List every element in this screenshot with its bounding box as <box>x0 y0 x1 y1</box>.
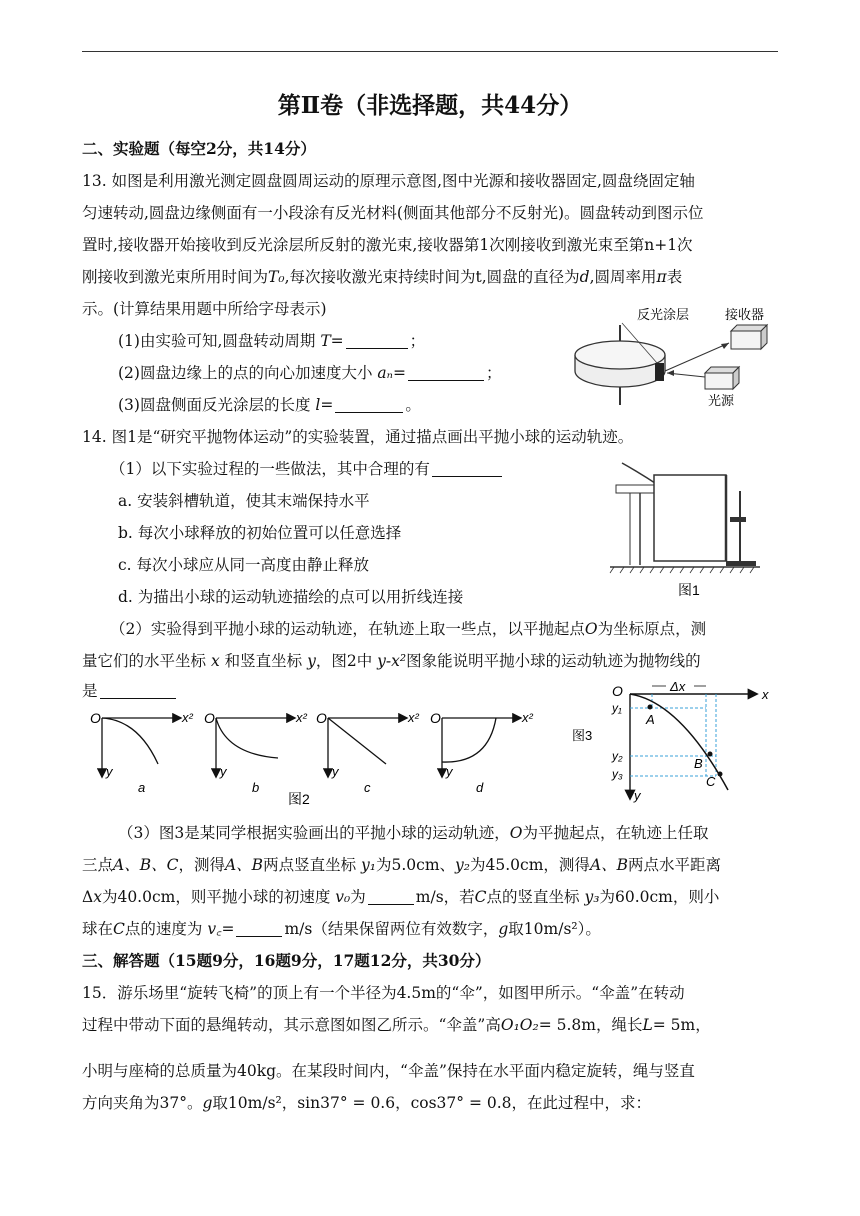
figure1-label: 图1 <box>678 582 700 598</box>
q14-part3-line4: 球在C点的速度为 v꜀= m/s（结果保留两位有效数字，g取10m/s²）。 <box>82 920 601 938</box>
q14-part3-line3: Δx为40.0cm，则平抛小球的初速度 v₀为 m/s，若C点的竖直坐标 y₃为60.0cm，则小 <box>82 888 720 906</box>
q15-line4: 方向夹角为37°。g取10m/s²，sin37° = 0.6，cos37° = 0.8，在此过程中，求： <box>82 1094 652 1112</box>
svg-text:B: B <box>694 756 703 771</box>
svg-text:A: A <box>646 712 655 727</box>
receiver-label: 接收器 <box>725 307 765 322</box>
section2-heading: 二、实验题（每空2分，共14分） <box>82 139 316 158</box>
q14-option-d: d. 为描出小球的运动轨迹描绘的点可以用折线连接 <box>118 588 464 606</box>
figure1-apparatus <box>610 455 780 605</box>
q14-part2-line1: （2）实验得到平抛小球的运动轨迹，在轨迹上取一些点，以平抛起点O为坐标原点，测 <box>110 620 707 638</box>
svg-text:x: x <box>762 687 769 702</box>
figure2-graphs <box>88 704 548 810</box>
figure2-label: 图2 <box>288 791 310 807</box>
q14-option-a: a. 安装斜槽轨道，使其末端保持水平 <box>118 492 370 510</box>
q14-intro: 14. 图1是“研究平抛物体运动”的实验装置，通过描点画出平抛小球的运动轨迹。 <box>82 428 634 446</box>
q14-part2-line2: 量它们的水平坐标 x 和竖直坐标 y，图2中 y-x²图象能说明平抛小球的运动轨迹为抛物线的 <box>82 652 701 670</box>
figure3-trajectory <box>570 679 780 804</box>
page-title: 第Ⅱ卷（非选择题，共44分） <box>277 92 583 119</box>
answer-blank[interactable] <box>236 920 282 937</box>
figure3-label: 图3 <box>572 728 593 743</box>
svg-text:O: O <box>90 710 101 726</box>
q14-part3-line1: （3）图3是某同学根据实验画出的平抛小球的运动轨迹，O为平抛起点，在轨迹上任取 <box>118 824 709 842</box>
q13-sub2: (2)圆盘边缘上的点的向心加速度大小 aₙ= ； <box>118 364 502 382</box>
q13-sub3: (3)圆盘侧面反光涂层的长度 l= 。 <box>118 396 421 414</box>
svg-text:O: O <box>316 710 327 726</box>
svg-text:y₁: y₁ <box>612 701 622 715</box>
answer-blank[interactable] <box>368 888 414 905</box>
svg-text:y₃: y₃ <box>612 767 623 781</box>
svg-text:C: C <box>706 774 716 789</box>
q13-line5: 示。(计算结果用题中所给字母表示) <box>82 300 327 318</box>
q14-option-c: c. 每次小球应从同一高度由静止释放 <box>118 556 370 574</box>
svg-text:O: O <box>204 710 215 726</box>
q14-option-b: b. 每次小球释放的初始位置可以任意选择 <box>118 524 402 542</box>
q15-line1: 15．游乐场里“旋转飞椅”的顶上有一个半径为4.5m的“伞”，如图甲所示。“伞盖”在转动 <box>82 984 685 1002</box>
svg-text:d: d <box>476 780 484 795</box>
svg-text:c: c <box>364 780 371 795</box>
top-rule <box>82 51 778 52</box>
svg-text:a: a <box>138 780 146 795</box>
graph-c <box>316 710 420 795</box>
disk-laser-figure <box>565 305 805 410</box>
svg-text:x²: x² <box>522 710 533 725</box>
section3-heading: 三、解答题（15题9分，16题9分，17题12分，共30分） <box>82 951 491 970</box>
svg-text:Δx: Δx <box>670 679 686 694</box>
q14-part2-line3: 是 <box>82 681 178 701</box>
answer-blank[interactable] <box>408 364 484 381</box>
svg-text:y₂: y₂ <box>612 749 623 763</box>
answer-blank[interactable] <box>100 682 176 699</box>
source-label: 光源 <box>708 393 735 408</box>
graph-d <box>430 710 534 795</box>
svg-text:b: b <box>252 780 260 795</box>
q14-part3-line2: 三点A、B、C，测得A、B两点竖直坐标 y₁为5.0cm、y₂为45.0cm，测得A、B两点水平距离 <box>82 856 722 874</box>
q13-line4: 刚接收到激光束所用时间为T₀,每次接收激光束持续时间为t,圆盘的直径为d,圆周率用π表 <box>82 268 683 286</box>
q14-part1: （1）以下实验过程的一些做法，其中合理的有 <box>110 459 504 479</box>
q15-line2: 过程中带动下面的悬绳转动，其示意图如图乙所示。“伞盖”高O₁O₂= 5.8m，绳长L= 5m， <box>82 1016 711 1034</box>
svg-text:O: O <box>612 683 623 699</box>
svg-text:y: y <box>332 764 339 779</box>
svg-text:y: y <box>634 788 641 803</box>
svg-text:x²: x² <box>182 710 193 725</box>
q15-line3: 小明与座椅的总质量为40kg。在某段时间内，“伞盖”保持在水平面内稳定旋转，绳与竖直 <box>82 1062 695 1080</box>
answer-blank[interactable] <box>432 460 502 477</box>
q13-line1: 13. 如图是利用激光测定圆盘圆周运动的原理示意图,图中光源和接收器固定,圆盘绕固定轴 <box>82 172 695 190</box>
svg-text:y: y <box>220 764 227 779</box>
answer-blank[interactable] <box>346 332 408 349</box>
svg-text:x²: x² <box>296 710 307 725</box>
svg-text:y: y <box>446 764 453 779</box>
answer-blank[interactable] <box>335 396 403 413</box>
source-box <box>705 367 739 389</box>
q13-sub1: (1)由实验可知,圆盘转动周期 T= ； <box>118 332 426 350</box>
svg-text:O: O <box>430 710 441 726</box>
q13-line3: 置时,接收器开始接收到反光涂层所反射的激光束,接收器第1次刚接收到激光束至第n+1次 <box>82 236 693 254</box>
graph-b <box>204 710 308 795</box>
receiver-box <box>731 325 767 349</box>
svg-text:y: y <box>106 764 113 779</box>
graph-a <box>90 710 194 795</box>
svg-text:x²: x² <box>408 710 419 725</box>
coating-label: 反光涂层 <box>637 307 690 322</box>
q13-line2: 匀速转动,圆盘边缘侧面有一小段涂有反光材料(侧面其他部分不反射光)。圆盘转动到图示位 <box>82 204 704 222</box>
